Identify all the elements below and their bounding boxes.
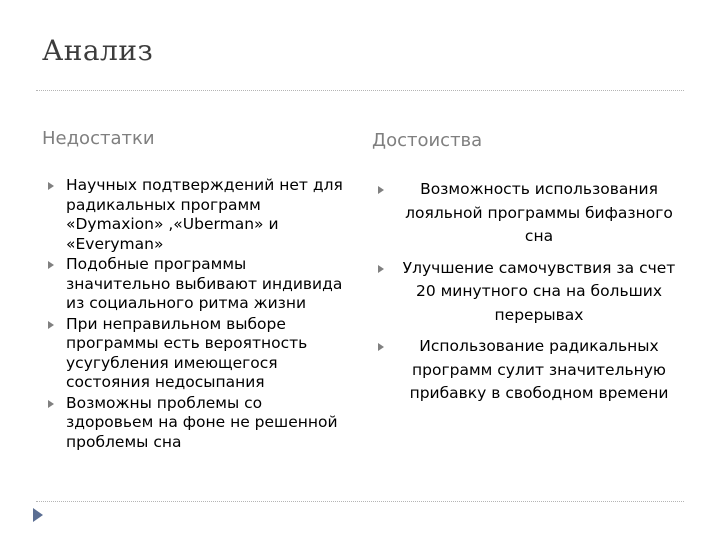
list-item-text: Использование радикальных программ сулит значительную прибавку в свободном времени bbox=[409, 337, 669, 402]
list-item bbox=[42, 315, 352, 393]
list-item bbox=[372, 178, 682, 249]
advantages-column bbox=[372, 126, 682, 414]
triangle-bullet-icon bbox=[378, 265, 384, 273]
triangle-bullet-icon bbox=[48, 321, 54, 329]
list-item-text: Улучшение самочувствия за счет 20 минутного сна на больших перерывах bbox=[402, 258, 676, 324]
advantages-heading: Достоиства bbox=[372, 130, 483, 151]
list-item bbox=[42, 255, 352, 314]
disadvantages-heading: Недостатки bbox=[42, 128, 155, 149]
list-item bbox=[372, 335, 682, 406]
list-item bbox=[372, 257, 682, 328]
triangle-bullet-icon bbox=[48, 182, 54, 190]
triangle-bullet-icon bbox=[378, 343, 384, 351]
list-item-text: Научных подтверждений нет для радикальных программ «Dymaxion» ,«Uberman» и «Everyman» bbox=[66, 176, 343, 253]
disadvantages-column bbox=[42, 126, 352, 453]
list-item-text: Возможность использования лояльной программы бифазного сна bbox=[405, 180, 673, 245]
slide-title: Анализ bbox=[42, 34, 154, 67]
advantages-list bbox=[372, 178, 682, 406]
list-item-text: Возможны проблемы со здоровьем на фоне не решенной проблемы сна bbox=[66, 393, 338, 451]
triangle-bullet-icon bbox=[48, 261, 54, 269]
disadvantages-list bbox=[42, 176, 352, 452]
bottom-divider bbox=[36, 501, 684, 502]
list-item bbox=[42, 176, 352, 254]
list-item bbox=[42, 394, 352, 453]
list-item-text: Подобные программы значительно выбивают индивида из социального ритма жизни bbox=[66, 255, 343, 312]
next-slide-arrow-icon[interactable] bbox=[33, 508, 43, 522]
top-divider bbox=[36, 90, 684, 91]
triangle-bullet-icon bbox=[48, 400, 54, 408]
list-item-text: При неправильном выборе программы есть вероятность усугубления имеющегося состояния недосыпания bbox=[66, 314, 308, 391]
triangle-bullet-icon bbox=[378, 186, 384, 194]
